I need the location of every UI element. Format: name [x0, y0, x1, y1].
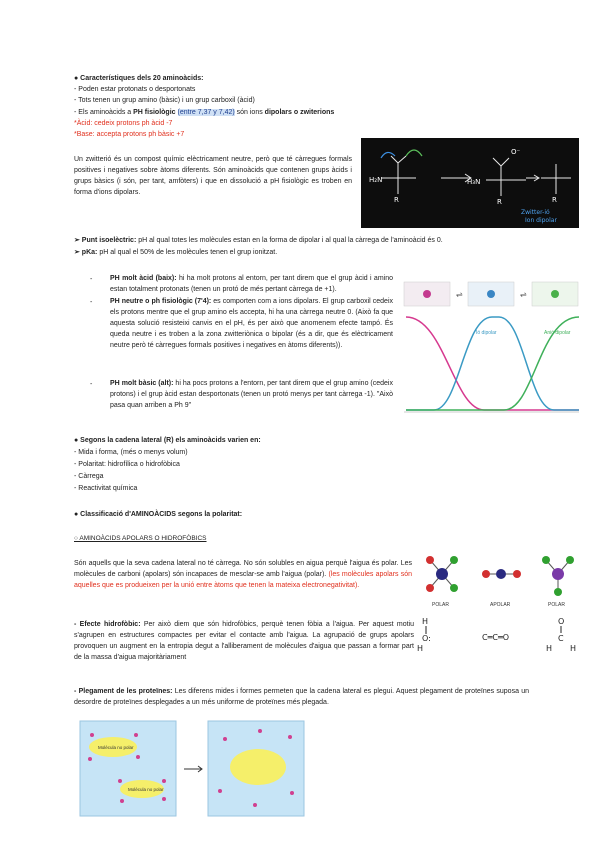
hydrophobic-aggregation-figure — [80, 721, 305, 821]
ph-item-neutral: PH neutre o ph fisiològic (7'4): es comporten com a ions dipolars. El grup carboxil cedeix els protons mentre que el grup amino els accepta, hi ha una càrrega neutre 0. (Això fa que aquesta solució resisteixi canvis en el pH, és per això que anomenem efecte tampó. És queda neutre i es troben a la zona zwitteriònica o bipolar (és a dir, que és elèctricament neutre però té càrregues formals positives i negatives en àtoms diferents)). — [110, 298, 393, 349]
ph-item-basic: PH molt bàsic (alt): hi ha pocs protons a l'entorn, per tant direm que el grup amino (cedeix protons) i el grup àcid estan desportonats (tenen un protó menys per tant càrrega -1). "Això pasa quan arriben a Ph 9" — [110, 380, 393, 409]
svg-text:O⁻: O⁻ — [511, 148, 521, 156]
lateral-item-2: - Polaritat: hidrofílica o hidrofòbica — [74, 461, 180, 468]
svg-text:Zwitter-ió: Zwitter-ió — [521, 209, 550, 216]
classification-heading: ● Classificació d'AMINOÀCIDS segons la polaritat: — [74, 511, 243, 518]
characteristics-heading: ● Característiques dels 20 aminoàcids: — [74, 75, 204, 82]
svg-text:H: H — [570, 644, 577, 653]
svg-text:H₃N: H₃N — [467, 178, 481, 186]
svg-text:Molècula no polar: Molècula no polar — [98, 745, 134, 750]
svg-text:C═C═O: C═C═O — [482, 633, 510, 642]
protein-folding-paragraph: - Plegament de les proteïnes: Les diferens mides i formes permeten que la cadena lateral es plegui. Aquest plegament de proteïnes suposa un desordre de proteïnes desplegades a un més uniforme de proteïnes més plegada. — [74, 688, 530, 706]
hydrophobic-effect-paragraph: - Efecte hidrofòbic: Per això diem que són hidrofòbics, perquè tenen fòbia a l'aigua. Per aquest motiu s'agrupen en estructures compactes per evitar el contacte amb l'aigua. La agrupació de grups apolars provoquen un augment en la entropia degut a l'alliberament de molècules d'aigua que passan a formar part de la massa d'aigua majoritàriament — [74, 621, 414, 661]
acid-note: *Àcid: cedeix protons ph àcid -7 — [74, 120, 173, 127]
characteristics-line-3: - Els aminoàcids a PH fisiològic (entre 7,37 y 7,42) són ions dipolars o zwiterions — [74, 109, 335, 116]
svg-text:H: H — [546, 644, 553, 653]
polarity-molecules-drawing — [420, 550, 580, 608]
titration-curve-figure — [404, 282, 579, 422]
apolar-paragraph: Són aquells que la seva cadena lateral no té càrrega. No són solubles en aigua perquè l'aigua és polar. Les molècules de carboni (apolars) són incapaces de mesclar-se amb l'aigua (polar). (les molècules apolars són aquelles que es produeixen per la unió entre àtoms que tenen la mateixa electronegativitat). — [74, 560, 412, 589]
svg-text:C: C — [558, 634, 564, 643]
lateral-item-4: - Reactivitat química — [74, 485, 138, 492]
formula-figure — [418, 614, 583, 654]
svg-text:H: H — [422, 617, 429, 626]
ph-bullet-2: - — [90, 299, 93, 306]
svg-text:Ió dipolar: Ió dipolar — [476, 330, 497, 336]
svg-text:R: R — [552, 196, 557, 204]
svg-text:O:: O: — [422, 634, 431, 643]
svg-text:H₂N: H₂N — [369, 176, 383, 184]
lateral-item-3: - Càrrega — [74, 473, 104, 480]
svg-text:POLAR: POLAR — [548, 602, 565, 608]
hydrophobic-aggregation-drawing — [80, 721, 305, 821]
svg-text:⇌: ⇌ — [520, 290, 527, 299]
lateral-chain-heading: ● Segons la cadena lateral (R) els aminoàcids varien en: — [74, 437, 261, 444]
svg-text:⇌: ⇌ — [456, 290, 463, 299]
base-note: *Base: accepta protons ph bàsic +7 — [74, 131, 185, 138]
polarity-molecules-figure — [420, 550, 580, 608]
svg-text:R: R — [497, 198, 502, 206]
svg-text:R: R — [394, 196, 399, 204]
zwitterion-structure-drawing — [361, 138, 579, 228]
isoelectric-point-definition: ➢ Punt isoelèctric: pH al qual totes les molècules estan en la forma de dipolar i al qual la càrrega de l'aminoàcid és 0. — [74, 237, 443, 244]
zwitterion-paragraph: Un zwitterió és un compost químic elèctricament neutre, però que té càrregues formals positives i negatives sobre àtoms diferents. Són aminoàcids que contenen grups àcids i grups bàsics (i són, per tant, amfòters) i que en dissolució a pH fisiològic es troben en forma d'ions dipolars. — [74, 156, 352, 196]
zwitterion-blackboard-image — [361, 138, 579, 228]
ph-item-acid: PH molt àcid (baix): hi ha molt protons al entorn, per tant direm que el grup àcid i amino estan totalment protonats (tenen un protó de més pertant càrrega de +1). — [110, 275, 394, 293]
ph-bullet-3: - — [90, 381, 93, 388]
svg-text:POLAR: POLAR — [432, 602, 449, 608]
svg-text:Molècula no polar: Molècula no polar — [128, 787, 164, 792]
svg-text:Ion dipolar: Ion dipolar — [525, 217, 557, 224]
titration-curve-drawing — [404, 282, 579, 422]
svg-text:Anió dipolar: Anió dipolar — [544, 330, 571, 336]
formula-drawing — [418, 614, 583, 654]
lateral-item-1: - Mida i forma, (més o menys volum) — [74, 449, 188, 456]
characteristics-line-1: - Poden estar protonats o desportonats — [74, 86, 196, 93]
characteristics-line-2: - Tots tenen un grup amino (bàsic) i un grup carboxil (àcid) — [74, 97, 255, 104]
apolar-subheading: ○ AMINOÀCIDS APOLARS O HIDROFÒBICS — [74, 535, 207, 542]
svg-text:H: H — [417, 644, 424, 653]
svg-text:O: O — [558, 617, 565, 626]
svg-text:APOLAR: APOLAR — [490, 602, 511, 608]
pka-definition: ➢ pKa: pH al qual el 50% de les molècules tenen el grup ionitzat. — [74, 249, 278, 256]
ph-bullet-1: - — [90, 276, 93, 283]
